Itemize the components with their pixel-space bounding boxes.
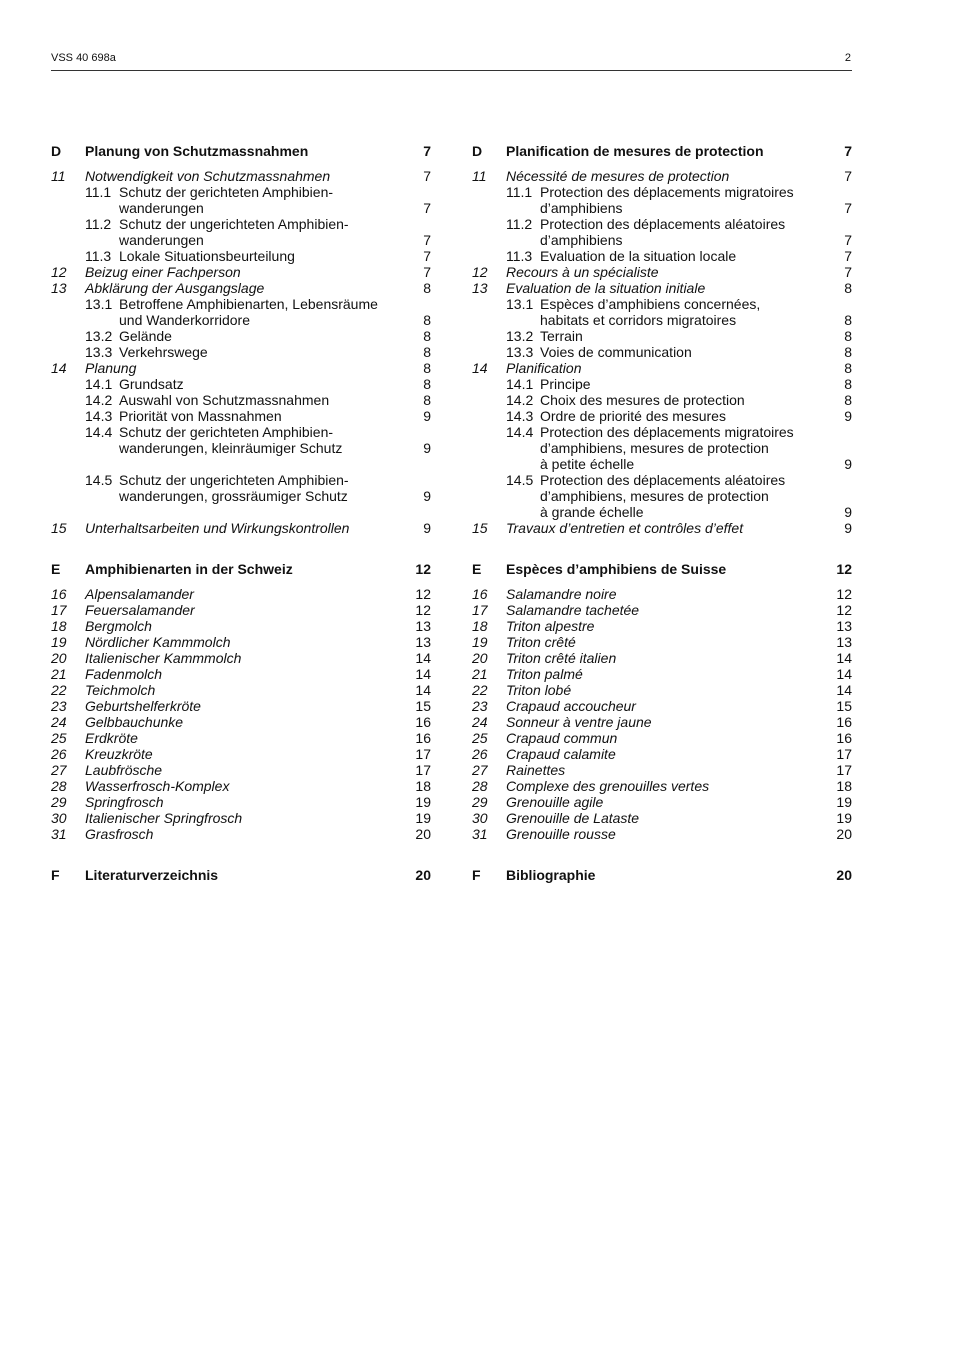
- chapter-number: 24: [472, 714, 488, 730]
- chapter-number: 31: [472, 826, 488, 842]
- subsection-page: 7: [844, 200, 852, 216]
- chapter-page: 12: [836, 602, 852, 618]
- species-name: Rainettes: [506, 762, 566, 778]
- subsection-page: 7: [844, 248, 852, 264]
- toc-subsection: [51, 216, 431, 248]
- section-letter: F: [51, 867, 60, 883]
- toc-chapter: [51, 280, 431, 296]
- subsection-title: Evaluation de la situation locale: [540, 248, 737, 264]
- subsection-page: 7: [423, 232, 431, 248]
- toc-section-e: [51, 561, 431, 577]
- section-title: Bibliographie: [506, 867, 596, 883]
- chapter-page: 20: [415, 826, 431, 842]
- chapter-page: 8: [844, 360, 852, 376]
- chapter-title: Abklärung der Ausgangslage: [85, 280, 265, 296]
- subsection-number: 14.4: [85, 424, 113, 440]
- section-letter: E: [472, 561, 482, 577]
- chapter-page: 12: [415, 602, 431, 618]
- subsection-page: 7: [844, 232, 852, 248]
- subsection-number: 11.1: [85, 184, 112, 200]
- section-title: Literaturverzeichnis: [85, 867, 219, 883]
- chapter-page: 17: [836, 746, 852, 762]
- toc-species-entry: [51, 602, 431, 618]
- subsection-number: 14.2: [85, 392, 113, 408]
- toc-species-entry: [472, 826, 852, 842]
- species-name: Erdkröte: [85, 730, 138, 746]
- subsection-page: 8: [423, 392, 431, 408]
- chapter-number: 26: [472, 746, 488, 762]
- toc-chapter: [472, 280, 852, 296]
- subsection-page: 9: [844, 504, 852, 520]
- chapter-page: 14: [836, 650, 852, 666]
- chapter-page: 7: [423, 264, 431, 280]
- toc-chapter: [472, 360, 852, 376]
- header-rule: [51, 70, 852, 71]
- toc-subsection: [472, 392, 852, 408]
- species-name: Gelbbauchunke: [85, 714, 184, 730]
- subsection-number: 11.3: [506, 248, 533, 264]
- species-name: Sonneur à ventre jaune: [506, 714, 652, 730]
- chapter-number: 12: [472, 264, 488, 280]
- toc-subsection: [51, 392, 431, 408]
- subsection-number: 14.5: [85, 472, 113, 488]
- chapter-page: 12: [836, 586, 852, 602]
- chapter-page: 17: [415, 762, 431, 778]
- species-name: Geburtshelferkröte: [85, 698, 201, 714]
- toc-chapter: [472, 168, 852, 184]
- section-letter: D: [472, 143, 483, 159]
- chapter-title: Nécessité de mesures de protection: [506, 168, 730, 184]
- toc-subsection: [472, 248, 852, 264]
- species-name: Triton alpestre: [506, 618, 595, 634]
- section-page: 7: [844, 143, 852, 159]
- toc-section-f: [51, 867, 431, 883]
- subsection-page: 9: [844, 408, 852, 424]
- toc-species-entry: [472, 762, 852, 778]
- chapter-number: 12: [51, 264, 67, 280]
- chapter-page: 18: [415, 778, 431, 794]
- subsection-title: Protection des déplacements migratoires d’amphibiens, mesures de protection à petite échelle: [540, 424, 794, 472]
- toc-species-entry: [472, 698, 852, 714]
- toc-species-entry: [472, 778, 852, 794]
- toc-species-entry: [472, 730, 852, 746]
- subsection-page: 8: [844, 344, 852, 360]
- subsection-number: 11.1: [506, 184, 533, 200]
- toc-species-entry: [51, 730, 431, 746]
- chapter-number: 14: [472, 360, 488, 376]
- chapter-page: 20: [836, 826, 852, 842]
- chapter-number: 25: [51, 730, 67, 746]
- chapter-page: 8: [423, 280, 431, 296]
- section-title: Planung von Schutzmassnahmen: [85, 143, 309, 159]
- toc-species-entry: [51, 778, 431, 794]
- chapter-number: 17: [51, 602, 67, 618]
- chapter-title: Notwendigkeit von Schutzmassnahmen: [85, 168, 331, 184]
- toc-species-entry: [51, 586, 431, 602]
- chapter-number: 30: [472, 810, 488, 826]
- subsection-page: 9: [844, 456, 852, 472]
- toc-section-d: [472, 143, 852, 159]
- chapter-number: 22: [472, 682, 488, 698]
- chapter-page: 13: [836, 634, 852, 650]
- chapter-page: 18: [836, 778, 852, 794]
- chapter-number: 21: [472, 666, 488, 682]
- subsection-title: Gelände: [119, 328, 172, 344]
- toc-chapter: [51, 264, 431, 280]
- chapter-title: Beizug einer Fachperson: [85, 264, 241, 280]
- toc-species-entry: [51, 746, 431, 762]
- chapter-number: 20: [51, 650, 67, 666]
- subsection-title: Grundsatz: [119, 376, 184, 392]
- toc-species-entry: [51, 794, 431, 810]
- toc-species-entry: [51, 810, 431, 826]
- subsection-title: Lokale Situationsbeurteilung: [119, 248, 295, 264]
- species-name: Crapaud commun: [506, 730, 618, 746]
- toc-subsection: [51, 248, 431, 264]
- subsection-number: 13.1: [85, 296, 113, 312]
- subsection-title: Terrain: [540, 328, 583, 344]
- species-name: Alpensalamander: [85, 586, 194, 602]
- chapter-page: 16: [415, 714, 431, 730]
- toc-species-entry: [51, 682, 431, 698]
- subsection-title: Choix des mesures de protection: [540, 392, 745, 408]
- toc-species-entry: [472, 682, 852, 698]
- species-name: Triton crêté italien: [506, 650, 617, 666]
- toc-chapter: [51, 360, 431, 376]
- subsection-page: 8: [844, 392, 852, 408]
- subsection-title: Schutz der ungerichteten Amphibien- wanderungen, grossräumiger Schutz: [119, 472, 349, 504]
- chapter-page: 13: [836, 618, 852, 634]
- species-name: Bergmolch: [85, 618, 152, 634]
- chapter-page: 8: [423, 360, 431, 376]
- subsection-title: Auswahl von Schutzmassnahmen: [119, 392, 330, 408]
- species-name: Grasfrosch: [85, 826, 154, 842]
- toc-subsection: [472, 408, 852, 424]
- section-letter: E: [51, 561, 61, 577]
- toc-subsection: [472, 472, 852, 520]
- subsection-title: Protection des déplacements migratoires d’amphibiens: [540, 184, 794, 216]
- chapter-page: 17: [836, 762, 852, 778]
- chapter-page: 19: [415, 794, 431, 810]
- species-name: Nördlicher Kammmolch: [85, 634, 231, 650]
- subsection-page: 8: [423, 344, 431, 360]
- species-name: Crapaud calamite: [506, 746, 616, 762]
- toc-subsection: [51, 376, 431, 392]
- species-name: Triton crêté: [506, 634, 576, 650]
- chapter-page: 16: [836, 714, 852, 730]
- toc-species-entry: [472, 746, 852, 762]
- subsection-number: 14.4: [506, 424, 534, 440]
- chapter-page: 7: [844, 168, 852, 184]
- chapter-number: 13: [51, 280, 67, 296]
- toc-species-entry: [51, 714, 431, 730]
- subsection-number: 13.2: [506, 328, 534, 344]
- toc-species-entry: [472, 618, 852, 634]
- toc-species-entry: [472, 714, 852, 730]
- subsection-page: 7: [423, 200, 431, 216]
- chapter-page: 8: [844, 280, 852, 296]
- chapter-page: 13: [415, 634, 431, 650]
- subsection-page: 9: [423, 440, 431, 456]
- chapter-title: Planung: [85, 360, 137, 376]
- subsection-page: 9: [423, 408, 431, 424]
- chapter-page: 9: [423, 520, 431, 536]
- chapter-page: 19: [836, 794, 852, 810]
- species-name: Salamandre noire: [506, 586, 617, 602]
- chapter-number: 23: [472, 698, 488, 714]
- chapter-number: 26: [51, 746, 67, 762]
- species-name: Salamandre tachetée: [506, 602, 640, 618]
- chapter-number: 18: [472, 618, 488, 634]
- chapter-number: 19: [472, 634, 488, 650]
- chapter-number: 20: [472, 650, 488, 666]
- toc-species-entry: [51, 826, 431, 842]
- subsection-page: 8: [844, 312, 852, 328]
- subsection-title: Ordre de priorité des mesures: [540, 408, 726, 424]
- chapter-page: 19: [836, 810, 852, 826]
- chapter-page: 9: [844, 520, 852, 536]
- subsection-title: Protection des déplacements aléatoires d’amphibiens, mesures de protection à grande échelle: [540, 472, 786, 520]
- chapter-number: 15: [472, 520, 488, 536]
- toc-subsection: [472, 296, 852, 328]
- chapter-title: Travaux d’entretien et contrôles d’effet: [506, 520, 744, 536]
- chapter-number: 24: [51, 714, 67, 730]
- species-name: Fadenmolch: [85, 666, 163, 682]
- species-name: Wasserfrosch-Komplex: [85, 778, 230, 794]
- toc-section-f: [472, 867, 852, 883]
- toc-subsection: [472, 344, 852, 360]
- subsection-title: Principe: [540, 376, 591, 392]
- chapter-number: 28: [51, 778, 67, 794]
- chapter-number: 17: [472, 602, 488, 618]
- subsection-page: 8: [423, 312, 431, 328]
- species-name: Kreuzkröte: [85, 746, 153, 762]
- document-id: VSS 40 698a: [51, 52, 116, 64]
- subsection-number: 14.3: [506, 408, 534, 424]
- subsection-title: Betroffene Amphibienarten, Lebensräume und Wanderkorridore: [119, 296, 378, 328]
- subsection-title: Verkehrswege: [119, 344, 208, 360]
- toc-species-entry: [472, 602, 852, 618]
- subsection-page: 8: [423, 376, 431, 392]
- toc-subsection: [472, 216, 852, 248]
- toc-species-entry: [472, 634, 852, 650]
- chapter-page: 17: [415, 746, 431, 762]
- species-name: Feuersalamander: [85, 602, 195, 618]
- species-name: Triton palmé: [506, 666, 583, 682]
- toc-subsection: [51, 344, 431, 360]
- subsection-number: 14.1: [506, 376, 534, 392]
- subsection-number: 11.2: [85, 216, 112, 232]
- chapter-number: 16: [51, 586, 67, 602]
- chapter-number: 21: [51, 666, 67, 682]
- section-page: 12: [415, 561, 431, 577]
- toc-species-entry: [51, 666, 431, 682]
- species-name: Teichmolch: [85, 682, 156, 698]
- subsection-number: 14.5: [506, 472, 534, 488]
- section-title: Espèces d’amphibiens de Suisse: [506, 561, 727, 577]
- chapter-number: 29: [472, 794, 488, 810]
- toc-column-german: [51, 143, 431, 883]
- chapter-number: 27: [472, 762, 488, 778]
- section-page: 20: [415, 867, 431, 883]
- toc-species-entry: [51, 698, 431, 714]
- subsection-title: Schutz der gerichteten Amphibien- wanderungen: [119, 184, 334, 216]
- species-name: Italienischer Kammmolch: [85, 650, 242, 666]
- chapter-number: 18: [51, 618, 67, 634]
- subsection-title: Espèces d’amphibiens concernées, habitats et corridors migratoires: [540, 296, 761, 328]
- chapter-number: 25: [472, 730, 488, 746]
- subsection-number: 14.3: [85, 408, 113, 424]
- toc-subsection: [51, 408, 431, 424]
- chapter-page: 12: [415, 586, 431, 602]
- chapter-page: 14: [415, 666, 431, 682]
- subsection-number: 13.2: [85, 328, 113, 344]
- toc-subsection: [51, 472, 431, 504]
- toc-subsection: [51, 424, 431, 456]
- chapter-page: 7: [423, 168, 431, 184]
- toc-subsection: [51, 328, 431, 344]
- section-letter: D: [51, 143, 62, 159]
- chapter-page: 15: [415, 698, 431, 714]
- chapter-page: 14: [836, 666, 852, 682]
- chapter-page: 14: [415, 650, 431, 666]
- subsection-number: 13.3: [85, 344, 113, 360]
- toc-species-entry: [472, 666, 852, 682]
- species-name: Triton lobé: [506, 682, 572, 698]
- chapter-number: 27: [51, 762, 67, 778]
- chapter-title: Evaluation de la situation initiale: [506, 280, 706, 296]
- chapter-number: 13: [472, 280, 488, 296]
- page-header: [51, 52, 851, 70]
- toc-species-entry: [51, 618, 431, 634]
- chapter-title: Unterhaltsarbeiten und Wirkungskontrollen: [85, 520, 350, 536]
- toc-section-d: [51, 143, 431, 159]
- subsection-number: 13.3: [506, 344, 534, 360]
- toc-subsection: [472, 424, 852, 472]
- toc-section-e: [472, 561, 852, 577]
- chapter-number: 19: [51, 634, 67, 650]
- subsection-number: 14.1: [85, 376, 113, 392]
- section-letter: F: [472, 867, 481, 883]
- page-number: 2: [844, 52, 851, 64]
- chapter-page: 14: [415, 682, 431, 698]
- species-name: Crapaud accoucheur: [506, 698, 636, 714]
- chapter-number: 30: [51, 810, 67, 826]
- toc-species-entry: [472, 650, 852, 666]
- chapter-number: 22: [51, 682, 67, 698]
- chapter-number: 11: [51, 168, 66, 184]
- toc-chapter: [472, 264, 852, 280]
- toc-species-entry: [472, 794, 852, 810]
- chapter-page: 14: [836, 682, 852, 698]
- subsection-number: 11.3: [85, 248, 112, 264]
- toc-chapter: [472, 520, 852, 536]
- toc-chapter: [51, 168, 431, 184]
- section-page: 12: [836, 561, 852, 577]
- subsection-page: 8: [844, 328, 852, 344]
- section-title: Planification de mesures de protection: [506, 143, 764, 159]
- species-name: Grenouille de Lataste: [506, 810, 640, 826]
- chapter-title: Planification: [506, 360, 582, 376]
- chapter-number: 11: [472, 168, 487, 184]
- species-name: Italienischer Springfrosch: [85, 810, 243, 826]
- section-title: Amphibienarten in der Schweiz: [85, 561, 293, 577]
- subsection-number: 14.2: [506, 392, 534, 408]
- toc-subsection: [51, 184, 431, 216]
- toc-species-entry: [472, 586, 852, 602]
- species-name: Complexe des grenouilles vertes: [506, 778, 710, 794]
- subsection-title: Schutz der ungerichteten Amphibien- wanderungen: [119, 216, 349, 248]
- toc-species-entry: [51, 650, 431, 666]
- chapter-title: Recours à un spécialiste: [506, 264, 659, 280]
- toc-species-entry: [51, 762, 431, 778]
- toc-chapter: [51, 520, 431, 536]
- subsection-page: 8: [423, 328, 431, 344]
- chapter-number: 29: [51, 794, 67, 810]
- chapter-page: 16: [415, 730, 431, 746]
- species-name: Grenouille rousse: [506, 826, 616, 842]
- subsection-title: Schutz der gerichteten Amphibien- wanderungen, kleinräumiger Schutz: [119, 424, 343, 456]
- toc-subsection: [472, 328, 852, 344]
- species-name: Springfrosch: [85, 794, 164, 810]
- toc-subsection: [51, 296, 431, 328]
- chapter-number: 23: [51, 698, 67, 714]
- species-name: Laubfrösche: [85, 762, 163, 778]
- toc-species-entry: [472, 810, 852, 826]
- species-name: Grenouille agile: [506, 794, 604, 810]
- chapter-number: 16: [472, 586, 488, 602]
- subsection-title: Voies de communication: [540, 344, 692, 360]
- chapter-number: 28: [472, 778, 488, 794]
- subsection-page: 7: [423, 248, 431, 264]
- toc-species-entry: [51, 634, 431, 650]
- toc-subsection: [472, 184, 852, 216]
- chapter-page: 16: [836, 730, 852, 746]
- subsection-page: 8: [844, 376, 852, 392]
- chapter-number: 15: [51, 520, 67, 536]
- chapter-page: 19: [415, 810, 431, 826]
- chapter-page: 7: [844, 264, 852, 280]
- section-page: 20: [836, 867, 852, 883]
- toc-subsection: [472, 376, 852, 392]
- section-page: 7: [423, 143, 431, 159]
- subsection-title: Protection des déplacements aléatoires d’amphibiens: [540, 216, 786, 248]
- chapter-number: 14: [51, 360, 67, 376]
- subsection-number: 13.1: [506, 296, 534, 312]
- subsection-page: 9: [423, 488, 431, 504]
- subsection-title: Priorität von Massnahmen: [119, 408, 282, 424]
- chapter-page: 15: [836, 698, 852, 714]
- chapter-page: 13: [415, 618, 431, 634]
- subsection-number: 11.2: [506, 216, 533, 232]
- chapter-number: 31: [51, 826, 67, 842]
- toc-column-french: [472, 143, 852, 883]
